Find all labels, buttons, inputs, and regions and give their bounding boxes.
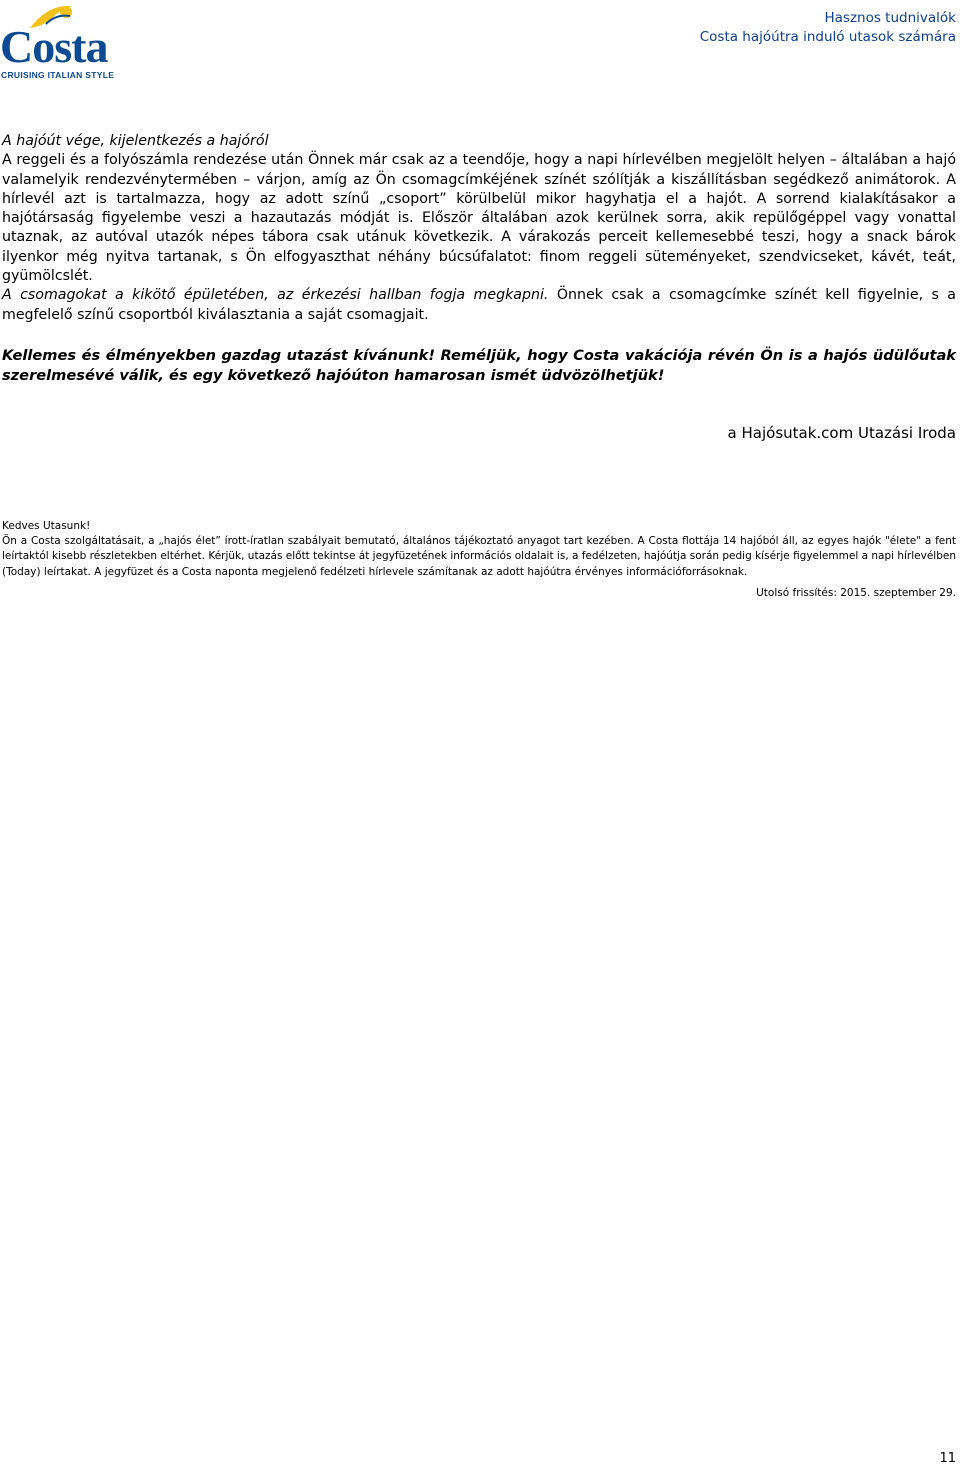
- page-number: 11: [939, 1451, 956, 1466]
- page-header: [700, 9, 956, 47]
- main-section: [2, 132, 956, 325]
- paragraph-disembark-b: A sorrend kialakításakor a hajótársaság figyelembe veszi a hazautazás módját is. Először általában azok kerülnek sorra, akik repülőgéppel vagy vonattal utaznak, az autóval utazók népes tábora csak utánuk következik. A várakozás perceit kellemesebbé teszi, hogy a snack bárok ilyenkor még nyitva tartanak, s Ön elfogyaszthat néhány búcsúfalatot: finom reggeli süteményeket, szendvicseket, kávét, teát, gyümölcslét.: [2, 190, 956, 285]
- header-title: Hasznos tudnivalók: [824, 10, 956, 26]
- section-title: A hajóút vége, kijelentkezés a hajóról: [2, 133, 269, 149]
- paragraph-luggage-b: Önnek csak a csomagcímke színét kell figyelnie, s a megfelelő színű csoportból kiválasztania a saját csomagjait.: [2, 287, 956, 323]
- signature: a Hajósutak.com Utazási Iroda: [727, 424, 956, 442]
- notes-body: Ön a Costa szolgáltatásait, a „hajós élet” írott-íratlan szabályait bemutató, általános tájékoztató anyagot tart kezében. A Costa flottája 14 hajóból áll, az egyes hajók "élete" a fent leírtaktól kisebb részletekben eltérhet. Kérjük, utazás előtt tekintse át jegyfüzetének információs oldalait is, a fedélzeten, hajóútja során pedig kísérje figyelemmel a napi hírlevélben (Today) leírtakat. A jegyfüzet és a Costa naponta megjelenő fedélzeti hírlevele számítanak az adott hajóútra érvényes információforrásoknak.: [2, 535, 956, 578]
- header-subtitle: Costa hajóútra induló utasok számára: [699, 29, 956, 45]
- logo-tagline: CRUISING ITALIAN STYLE: [1, 70, 115, 80]
- paragraph-disembark: [2, 151, 956, 286]
- notes-block: [2, 519, 956, 580]
- costa-logo: [0, 2, 115, 82]
- paragraph-luggage: [2, 286, 956, 325]
- notes-greeting: Kedves Utasunk!: [2, 520, 91, 532]
- closing-wish: Kellemes és élményekben gazdag utazást kívánunk! Reméljük, hogy Costa vakációja révén Ön is a hajós üdülőutak szerelmesévé válik, és egy következő hajóúton hamarosan ismét üdvözölhetjük!: [2, 347, 956, 384]
- paragraph-disembark-a: A reggeli és a folyószámla rendezése után Önnek már csak az a teendője, hogy a napi hírlevélben megjelölt helyen – általában a hajó valamelyik rendezvénytermében – várjon, amíg az Ön csomagcímkéjének színét szólítják a kiszállításban segédkező animátorok. A hírlevél azt is tartalmazza, hogy az adott színű „csoport” körülbelül mikor hagyhatja el a hajót.: [2, 152, 956, 207]
- last-updated: Utolsó frissítés: 2015. szeptember 29.: [756, 587, 956, 599]
- paragraph-luggage-a: A csomagokat a kikötő épületében, az érkezési hallban fogja megkapni.: [2, 287, 549, 304]
- logo-wordmark: Costa: [0, 21, 108, 72]
